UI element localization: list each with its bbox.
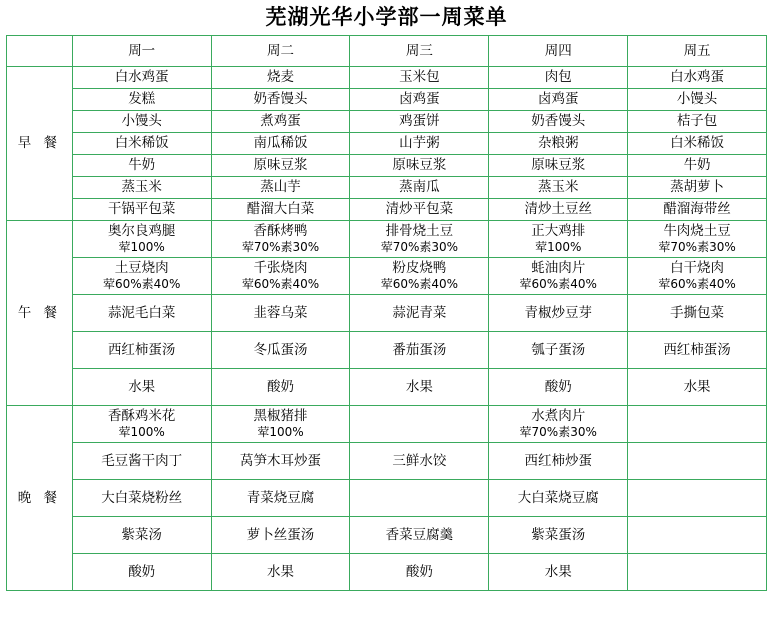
menu-cell bbox=[211, 199, 350, 221]
table-row bbox=[7, 199, 767, 221]
column-header-day-2: 周二 bbox=[211, 36, 350, 67]
menu-cell bbox=[489, 199, 628, 221]
dish-name: 白米稀饭 bbox=[114, 135, 169, 151]
table-row bbox=[7, 443, 767, 480]
dish-name: 蒸胡萝卜 bbox=[670, 179, 725, 195]
menu-cell bbox=[350, 133, 489, 155]
dish-ratio: 荤60%素40% bbox=[103, 277, 181, 291]
dish-name: 白米稀饭 bbox=[670, 135, 725, 151]
menu-cell bbox=[350, 295, 489, 332]
table-row bbox=[7, 517, 767, 554]
dish-name: 酸奶 bbox=[544, 378, 572, 395]
menu-cell bbox=[489, 155, 628, 177]
dish-name: 白干烧肉 bbox=[670, 260, 725, 276]
dish-name: 水果 bbox=[128, 378, 156, 395]
dish-name: 三鲜水饺 bbox=[392, 452, 447, 469]
menu-cell bbox=[628, 221, 767, 258]
menu-cell bbox=[489, 332, 628, 369]
menu-cell bbox=[211, 406, 350, 443]
dish-name: 山芋粥 bbox=[399, 135, 440, 151]
menu-cell bbox=[350, 258, 489, 295]
menu-cell bbox=[628, 517, 767, 554]
dish-name: 香菜豆腐羹 bbox=[385, 526, 454, 543]
menu-cell bbox=[211, 221, 350, 258]
menu-cell bbox=[489, 133, 628, 155]
menu-cell bbox=[72, 517, 211, 554]
table-row bbox=[7, 221, 767, 258]
column-header-day-3: 周三 bbox=[350, 36, 489, 67]
dish-name: 玉米包 bbox=[399, 69, 440, 85]
menu-cell bbox=[628, 406, 767, 443]
dish-name: 蒸玉米 bbox=[121, 179, 162, 195]
menu-cell bbox=[211, 443, 350, 480]
menu-cell bbox=[72, 89, 211, 111]
dish-name: 清炒平包菜 bbox=[385, 201, 454, 217]
table-row bbox=[7, 369, 767, 406]
dish-name: 蒸南瓜 bbox=[399, 179, 440, 195]
dish-name: 水果 bbox=[405, 378, 433, 395]
menu-cell bbox=[350, 554, 489, 591]
dish-name: 毛豆酱干肉丁 bbox=[101, 452, 183, 469]
dish-name: 奶香馒头 bbox=[531, 113, 586, 129]
dish-name: 酸奶 bbox=[128, 563, 156, 580]
dish-name: 水煮肉片 bbox=[531, 408, 586, 424]
table-row bbox=[7, 332, 767, 369]
dish-name: 发糕 bbox=[128, 91, 156, 107]
table-row bbox=[7, 111, 767, 133]
menu-cell bbox=[628, 177, 767, 199]
dish-name: 白水鸡蛋 bbox=[114, 69, 169, 85]
table-row bbox=[7, 258, 767, 295]
menu-cell bbox=[211, 517, 350, 554]
dish-name: 西红柿炒蛋 bbox=[524, 452, 592, 469]
menu-cell bbox=[628, 89, 767, 111]
dish-name: 肉包 bbox=[544, 69, 572, 85]
dish-name: 小馒头 bbox=[121, 113, 162, 129]
menu-cell bbox=[72, 554, 211, 591]
dish-name: 莴笋木耳炒蛋 bbox=[240, 452, 322, 469]
menu-cell bbox=[350, 369, 489, 406]
dish-name: 粉皮烧鸭 bbox=[392, 260, 447, 276]
dish-name: 白水鸡蛋 bbox=[670, 69, 725, 85]
dish-name: 奶香馒头 bbox=[253, 91, 308, 107]
dish-name: 干锅平包菜 bbox=[107, 201, 176, 217]
menu-cell bbox=[628, 443, 767, 480]
dish-name: 青菜烧豆腐 bbox=[246, 489, 315, 506]
menu-cell bbox=[489, 67, 628, 89]
menu-cell bbox=[350, 67, 489, 89]
dish-ratio: 荤70%素30% bbox=[658, 240, 736, 254]
dish-name: 千张烧肉 bbox=[253, 260, 308, 276]
table-row bbox=[7, 67, 767, 89]
dish-name: 奥尔良鸡腿 bbox=[107, 223, 176, 239]
dish-ratio: 荤100% bbox=[535, 240, 582, 254]
dish-name: 萝卜丝蛋汤 bbox=[246, 526, 315, 543]
table-row bbox=[7, 177, 767, 199]
meal-label-晚餐: 晚 餐 bbox=[7, 406, 73, 591]
dish-name: 卤鸡蛋 bbox=[399, 91, 440, 107]
menu-cell bbox=[350, 443, 489, 480]
table-row bbox=[7, 406, 767, 443]
menu-cell bbox=[211, 155, 350, 177]
column-header-day-4: 周四 bbox=[489, 36, 628, 67]
dish-ratio: 荤60%素40% bbox=[380, 277, 459, 291]
dish-name: 韭蓉乌菜 bbox=[253, 304, 308, 321]
menu-cell bbox=[489, 111, 628, 133]
table-row bbox=[7, 155, 767, 177]
dish-ratio: 荤100% bbox=[257, 425, 304, 439]
dish-name: 香酥鸡米花 bbox=[107, 408, 176, 424]
dish-name: 牛奶 bbox=[128, 157, 156, 173]
menu-cell bbox=[211, 554, 350, 591]
menu-cell bbox=[489, 258, 628, 295]
menu-cell bbox=[628, 67, 767, 89]
menu-cell bbox=[211, 332, 350, 369]
menu-cell bbox=[211, 111, 350, 133]
menu-cell bbox=[489, 517, 628, 554]
dish-name: 烧麦 bbox=[267, 69, 295, 85]
dish-name: 紫菜蛋汤 bbox=[531, 526, 586, 543]
menu-cell bbox=[72, 480, 211, 517]
menu-cell bbox=[628, 369, 767, 406]
menu-cell bbox=[72, 295, 211, 332]
menu-cell bbox=[72, 406, 211, 443]
dish-name: 醋溜海带丝 bbox=[663, 201, 731, 217]
dish-name: 手撕包菜 bbox=[670, 304, 725, 321]
dish-name: 酸奶 bbox=[405, 563, 433, 580]
dish-ratio: 荤100% bbox=[118, 425, 165, 439]
menu-cell bbox=[72, 111, 211, 133]
table-row bbox=[7, 89, 767, 111]
menu-cell bbox=[628, 554, 767, 591]
menu-cell bbox=[72, 133, 211, 155]
menu-cell bbox=[628, 332, 767, 369]
menu-cell bbox=[350, 199, 489, 221]
menu-cell bbox=[211, 133, 350, 155]
menu-cell bbox=[72, 332, 211, 369]
dish-name: 煮鸡蛋 bbox=[260, 113, 301, 129]
menu-cell bbox=[72, 67, 211, 89]
dish-ratio: 荤70%素30% bbox=[241, 240, 320, 254]
menu-cell bbox=[211, 67, 350, 89]
dish-name: 蒜泥毛白菜 bbox=[107, 304, 176, 321]
menu-cell bbox=[489, 369, 628, 406]
menu-cell bbox=[628, 111, 767, 133]
dish-name: 水果 bbox=[683, 378, 711, 395]
meal-label-午餐: 午 餐 bbox=[7, 221, 73, 406]
dish-ratio: 荤100% bbox=[118, 240, 165, 254]
page-title: 芜湖光华小学部一周菜单 bbox=[265, 5, 508, 29]
menu-cell bbox=[350, 177, 489, 199]
menu-cell bbox=[211, 89, 350, 111]
dish-ratio: 荤60%素40% bbox=[241, 277, 320, 291]
menu-cell bbox=[72, 369, 211, 406]
menu-cell bbox=[211, 480, 350, 517]
menu-cell bbox=[489, 295, 628, 332]
dish-name: 杂粮粥 bbox=[537, 135, 579, 151]
menu-cell bbox=[489, 177, 628, 199]
menu-cell bbox=[489, 480, 628, 517]
menu-cell bbox=[489, 443, 628, 480]
menu-cell bbox=[350, 406, 489, 443]
menu-cell bbox=[211, 258, 350, 295]
header-corner-cell bbox=[7, 36, 73, 67]
menu-cell bbox=[350, 89, 489, 111]
dish-name: 原味豆浆 bbox=[253, 157, 308, 173]
meal-label-早餐: 早 餐 bbox=[7, 67, 73, 221]
menu-cell bbox=[211, 295, 350, 332]
dish-ratio: 荤70%素30% bbox=[380, 240, 459, 254]
dish-name: 水果 bbox=[544, 563, 572, 580]
menu-cell bbox=[489, 89, 628, 111]
menu-cell bbox=[211, 369, 350, 406]
dish-name: 清炒土豆丝 bbox=[524, 201, 592, 217]
menu-cell bbox=[628, 199, 767, 221]
dish-name: 冬瓜蛋汤 bbox=[253, 341, 308, 358]
menu-cell bbox=[628, 258, 767, 295]
dish-name: 南瓜稀饭 bbox=[253, 135, 308, 151]
menu-cell bbox=[211, 177, 350, 199]
dish-name: 卤鸡蛋 bbox=[537, 91, 579, 107]
dish-name: 青椒炒豆芽 bbox=[524, 304, 592, 321]
dish-ratio: 荤70%素30% bbox=[519, 425, 597, 439]
dish-name: 土豆烧肉 bbox=[114, 260, 169, 276]
menu-cell bbox=[350, 332, 489, 369]
menu-cell bbox=[72, 443, 211, 480]
dish-name: 西红柿蛋汤 bbox=[107, 341, 176, 358]
dish-name: 牛奶 bbox=[683, 157, 711, 173]
table-header-row bbox=[7, 36, 767, 67]
dish-name: 正大鸡排 bbox=[531, 223, 586, 239]
menu-cell bbox=[628, 295, 767, 332]
menu-cell bbox=[350, 155, 489, 177]
dish-name: 紫菜汤 bbox=[121, 526, 162, 543]
weekly-menu-table bbox=[6, 35, 767, 591]
dish-name: 排骨烧土豆 bbox=[385, 223, 454, 239]
menu-cell bbox=[350, 480, 489, 517]
dish-name: 桔子包 bbox=[676, 113, 718, 129]
dish-name: 鸡蛋饼 bbox=[399, 113, 440, 129]
table-row bbox=[7, 133, 767, 155]
menu-cell bbox=[72, 258, 211, 295]
dish-name: 蒸山芋 bbox=[260, 179, 301, 195]
menu-cell bbox=[628, 480, 767, 517]
menu-cell bbox=[72, 155, 211, 177]
dish-name: 大白菜烧豆腐 bbox=[517, 489, 599, 506]
dish-name: 香酥烤鸭 bbox=[253, 223, 308, 239]
table-row bbox=[7, 480, 767, 517]
menu-cell bbox=[489, 554, 628, 591]
menu-cell bbox=[628, 155, 767, 177]
dish-name: 番茄蛋汤 bbox=[392, 341, 447, 358]
dish-name: 原味豆浆 bbox=[531, 157, 586, 173]
menu-cell bbox=[350, 111, 489, 133]
menu-cell bbox=[489, 221, 628, 258]
dish-name: 蚝油肉片 bbox=[531, 260, 586, 276]
dish-ratio: 荤60%素40% bbox=[519, 277, 597, 291]
dish-name: 原味豆浆 bbox=[392, 157, 447, 173]
menu-cell bbox=[72, 199, 211, 221]
menu-cell bbox=[72, 221, 211, 258]
dish-name: 黑椒猪排 bbox=[253, 408, 308, 424]
dish-name: 醋溜大白菜 bbox=[246, 201, 315, 217]
table-row bbox=[7, 295, 767, 332]
column-header-day-1: 周一 bbox=[72, 36, 211, 67]
dish-name: 牛肉烧土豆 bbox=[663, 223, 731, 239]
dish-name: 蒸玉米 bbox=[537, 179, 579, 195]
dish-name: 水果 bbox=[267, 563, 295, 580]
dish-name: 西红柿蛋汤 bbox=[663, 341, 731, 358]
dish-ratio: 荤60%素40% bbox=[658, 277, 736, 291]
table-row bbox=[7, 554, 767, 591]
dish-name: 大白菜烧粉丝 bbox=[101, 489, 183, 506]
dish-name: 酸奶 bbox=[267, 378, 295, 395]
dish-name: 蒜泥青菜 bbox=[392, 304, 447, 321]
dish-name: 瓠子蛋汤 bbox=[531, 341, 586, 358]
menu-cell bbox=[72, 177, 211, 199]
column-header-day-5: 周五 bbox=[628, 36, 767, 67]
menu-cell bbox=[489, 406, 628, 443]
dish-name: 小馒头 bbox=[676, 91, 718, 107]
menu-cell bbox=[628, 133, 767, 155]
menu-cell bbox=[350, 221, 489, 258]
menu-cell bbox=[350, 517, 489, 554]
